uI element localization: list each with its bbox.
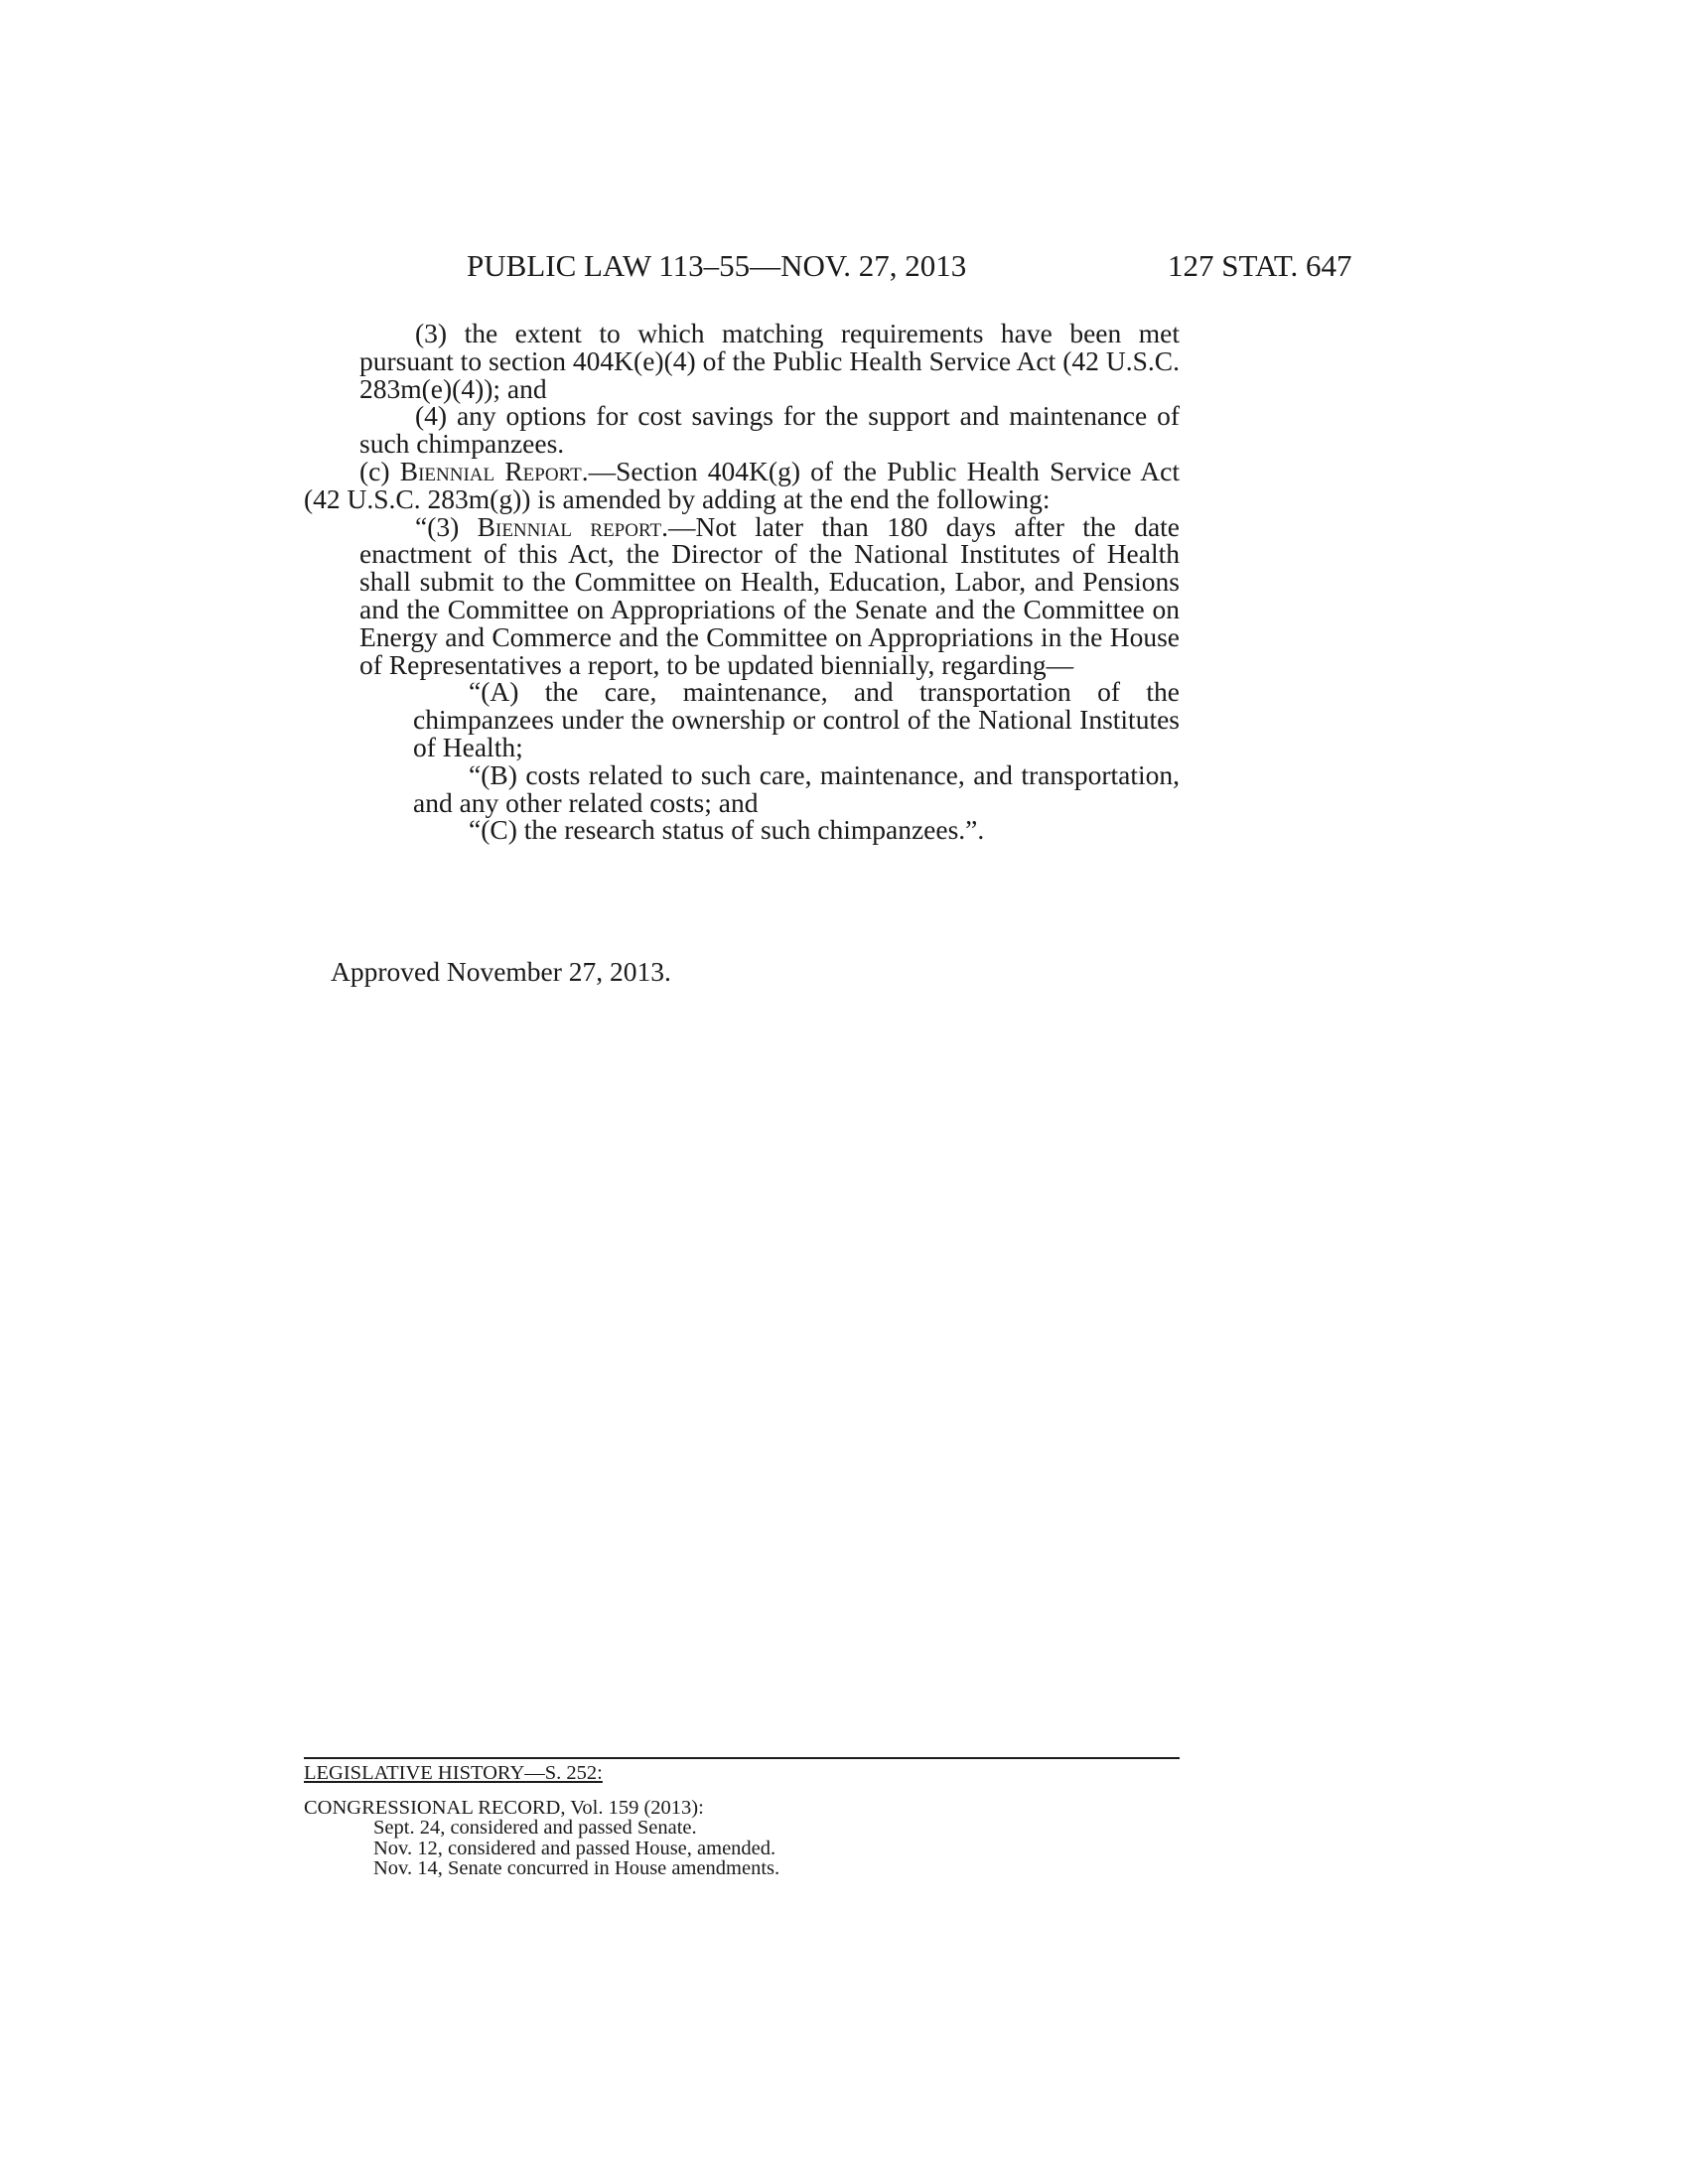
legislative-history-heading: LEGISLATIVE HISTORY—S. 252: <box>304 1762 603 1784</box>
history-entry: Nov. 14, Senate concurred in House amendments. <box>373 1857 780 1879</box>
quoted-paragraph-3-heading: Biennial report <box>477 510 662 542</box>
history-entry: Nov. 12, considered and passed House, amended. <box>373 1837 776 1859</box>
congressional-record-line: CONGRESSIONAL RECORD, Vol. 159 (2013): <box>304 1796 704 1819</box>
quoted-subparagraph-a: “(A) the care, maintenance, and transportation of the chimpanzees under the ownership or control of the National Institutes of Health; <box>413 676 1180 762</box>
quoted-subparagraph-c: “(C) the research status of such chimpanzees.”. <box>469 814 985 846</box>
quoted-subparagraph-b: “(B) costs related to such care, maintenance, and transportation, and any other related costs; and <box>413 758 1180 818</box>
page-header-title: PUBLIC LAW 113–55—NOV. 27, 2013 <box>467 248 967 283</box>
paragraph-3: (3) the extent to which matching requirements have been met pursuant to section 404K(e)(4) of the Public Health Service Act (42 U.S.C. 283m(e)(4)); and <box>359 318 1180 404</box>
history-entry: Sept. 24, considered and passed Senate. <box>373 1817 697 1839</box>
statute-page-number: 127 STAT. 647 <box>1168 248 1352 283</box>
legislative-history <box>304 1763 1180 1879</box>
quoted-paragraph-3 <box>304 510 1181 680</box>
approval-date: Approved November 27, 2013. <box>331 956 671 987</box>
page-header <box>0 248 1688 288</box>
subsection-c-prefix: (c) <box>359 455 400 486</box>
paragraph-4: (4) any options for cost savings for the support and maintenance of such chimpanzees. <box>359 400 1180 460</box>
subsection-c <box>304 455 1180 514</box>
quoted-paragraph-3-text: .—Not later than 180 days after the date enactment of this Act, the Director of the National Institutes of Health shall submit to the Committee on Health, Education, Labor, and Pensions and the Committee on Appropriations of the Senate and the Committee on Energy and Commerce and the Committee on Appropriations in the House of Representatives a report, to be updated biennially, regarding— <box>359 510 1181 680</box>
subsection-c-heading: Biennial Report <box>399 455 582 486</box>
law-body <box>304 320 1180 844</box>
quoted-paragraph-3-prefix: “(3) <box>415 510 478 542</box>
footnote-divider <box>304 1757 1180 1759</box>
subsection-c-text: .—Section 404K(g) of the Public Health Service Act (42 U.S.C. 283m(g)) is amended by adding at the end the following: <box>304 455 1180 514</box>
